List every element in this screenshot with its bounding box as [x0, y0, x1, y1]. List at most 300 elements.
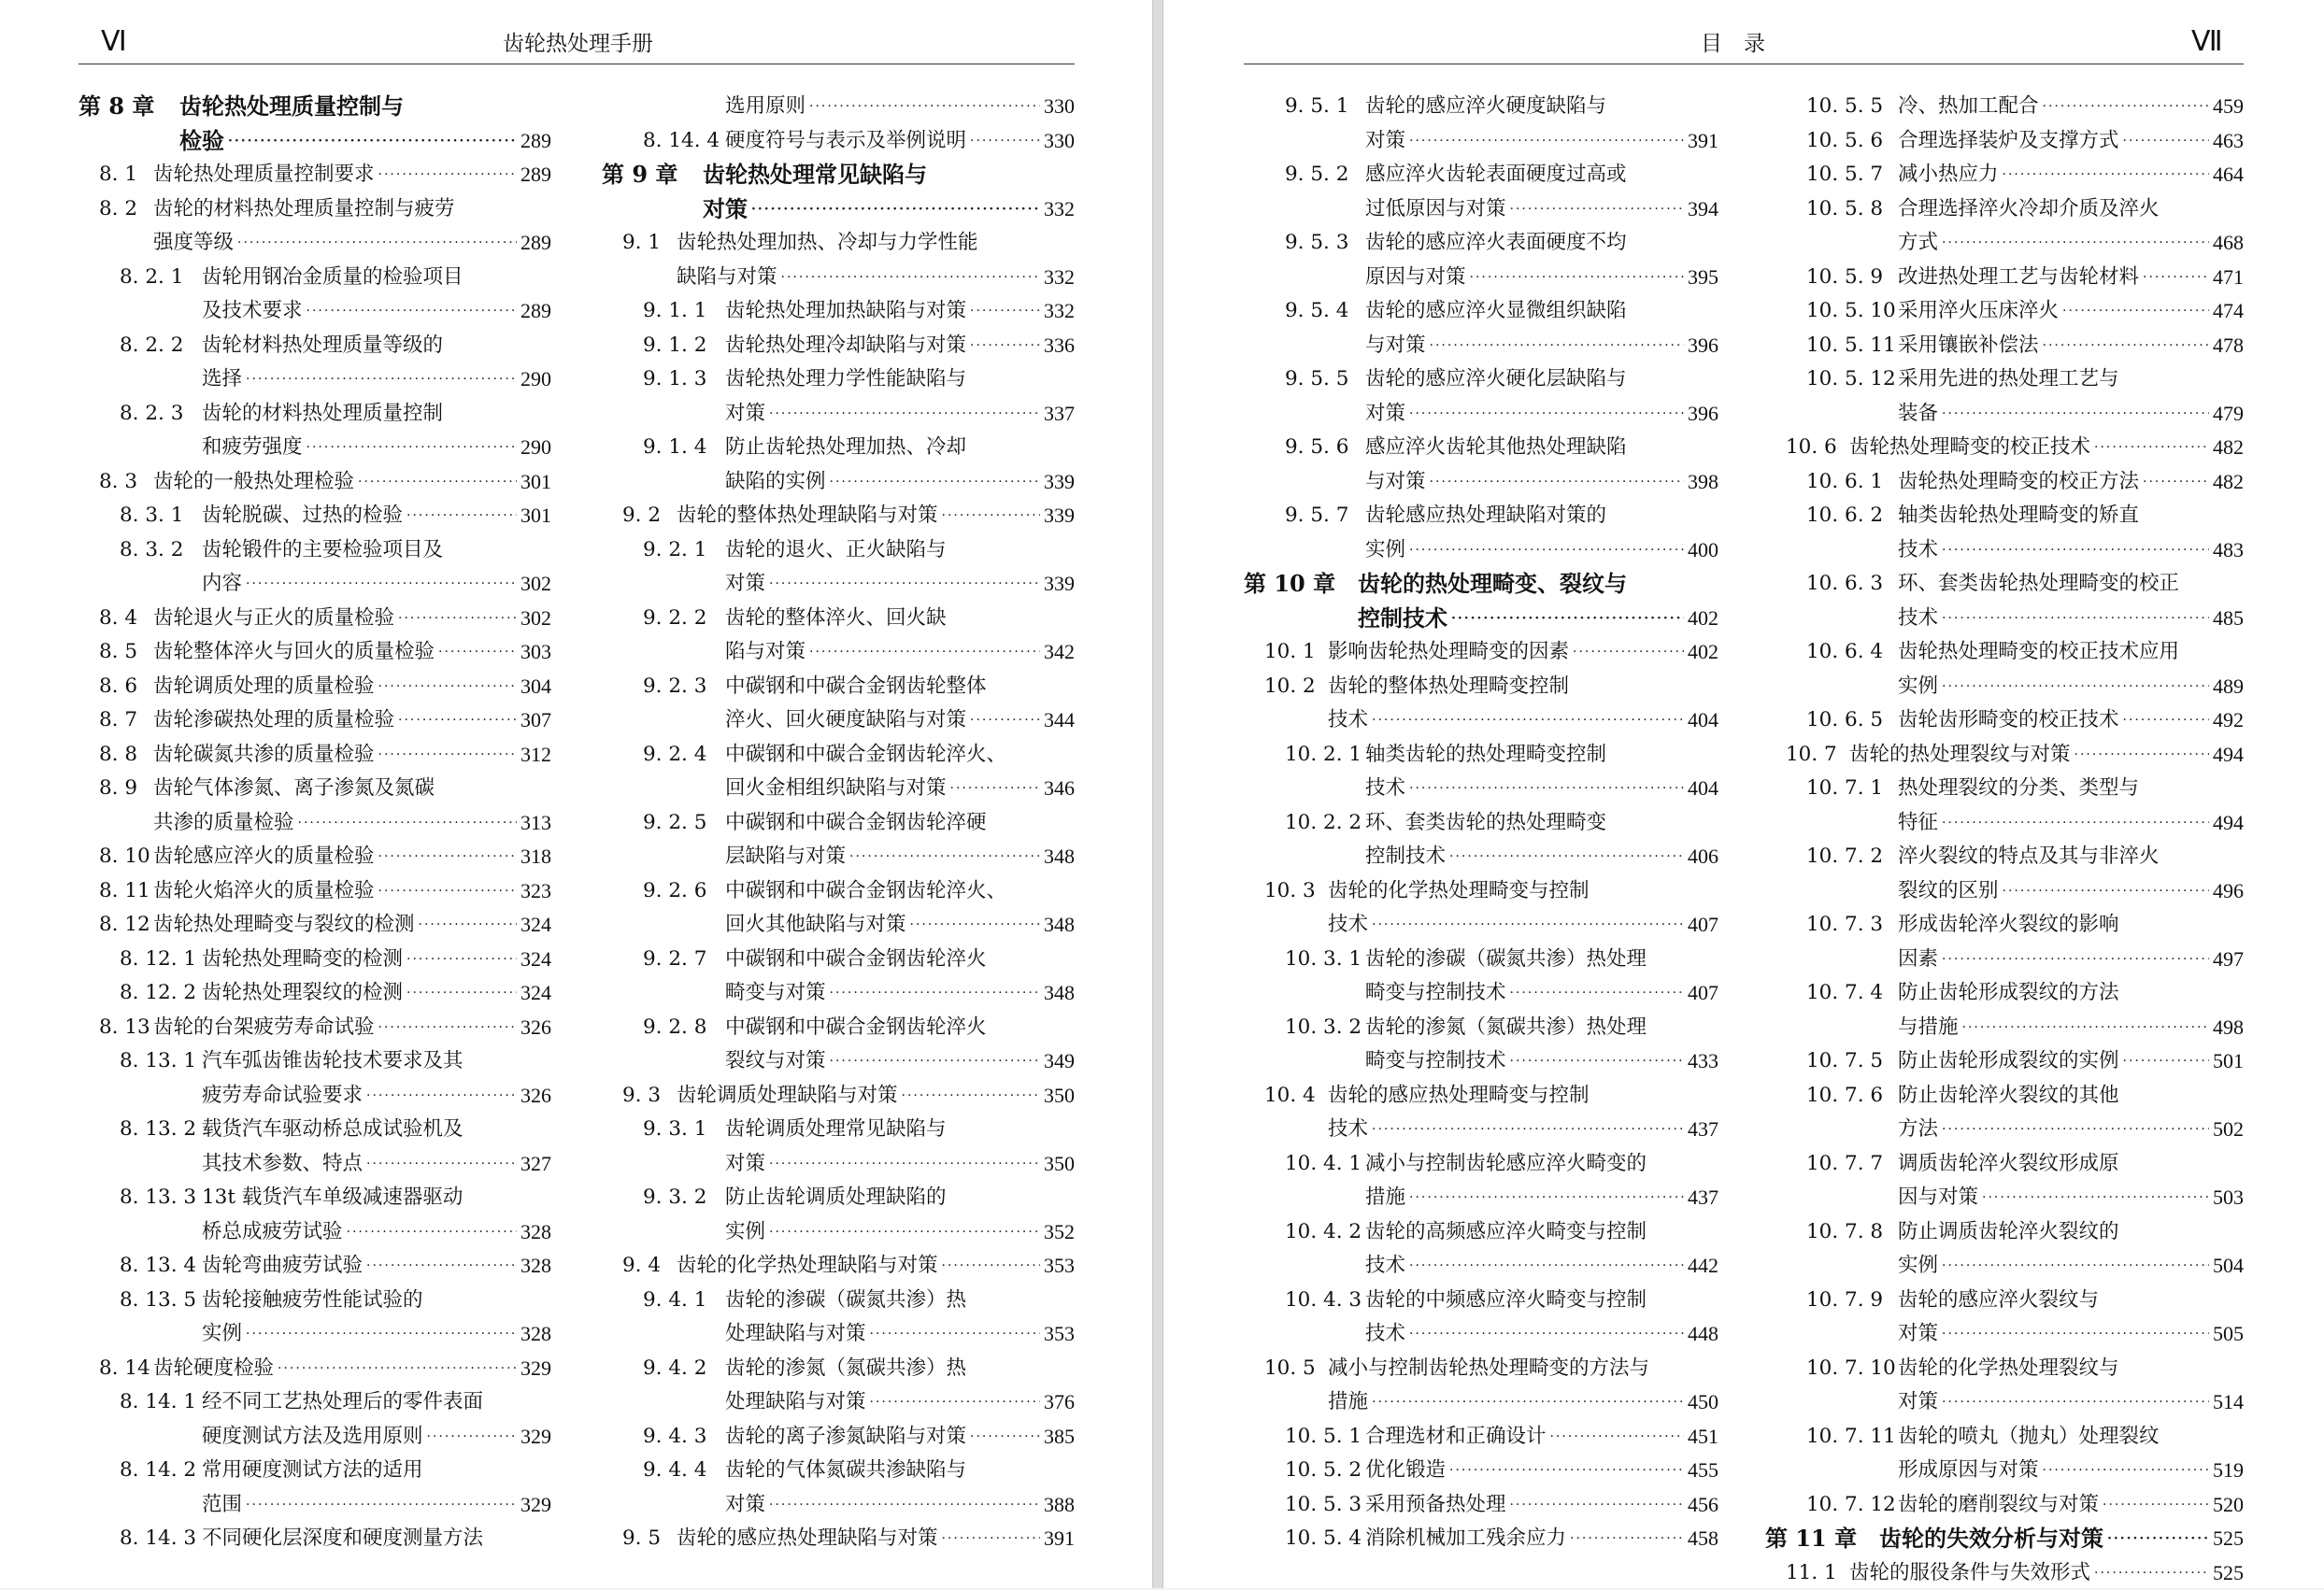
toc-entry	[602, 1420, 1075, 1455]
toc-entry	[1244, 874, 1718, 909]
toc-entry-number: 8. 2. 2	[120, 329, 202, 363]
toc-entry	[602, 90, 1075, 124]
toc-chapter-line	[1244, 602, 1718, 636]
toc-page-number: 496	[2213, 874, 2244, 909]
toc-entry-number: 10. 5. 5	[1806, 90, 1898, 124]
toc-leader-dots	[366, 1249, 517, 1284]
toc-page-number: 328	[520, 1317, 551, 1352]
toc-entry	[78, 294, 551, 329]
toc-leader-dots	[950, 772, 1040, 806]
toc-entry	[1244, 533, 1718, 568]
toc-entry	[78, 397, 551, 432]
toc-leader-dots	[1409, 533, 1684, 568]
toc-page-number: 313	[520, 806, 551, 841]
toc-page-number: 519	[2213, 1454, 2244, 1488]
toc-entry	[602, 976, 1075, 1011]
toc-entry-number: 9. 4	[622, 1249, 677, 1284]
toc-entry-title: 其技术参数、特点	[202, 1147, 363, 1182]
toc-leader-dots	[1942, 533, 2209, 568]
toc-entry-title: 齿轮的渗氮（氮碳共渗）热	[725, 1352, 966, 1386]
toc-entry	[78, 362, 551, 397]
toc-entry-number: 10. 3. 1	[1285, 943, 1365, 977]
toc-entry-title: 范围	[202, 1488, 242, 1523]
toc-entry-title: 回火金相组织缺陷与对策	[725, 772, 947, 806]
toc-entry-title: 对策	[725, 1147, 765, 1182]
toc-leader-dots	[769, 567, 1040, 602]
toc-entry-number: 9. 5. 1	[1285, 90, 1365, 124]
toc-page-number: 302	[520, 567, 551, 602]
toc-page-number: 394	[1688, 192, 1718, 227]
toc-leader-dots	[2103, 1488, 2209, 1523]
toc-entry-title: 齿轮的高频感应淬火畸变与控制	[1365, 1215, 1647, 1250]
toc-leader-dots	[1409, 1317, 1684, 1352]
toc-entry-title: 齿轮热处理加热缺陷与对策	[725, 294, 966, 329]
toc-entry-number: 8. 13	[99, 1011, 153, 1045]
toc-page-number: 391	[1044, 1522, 1075, 1556]
toc-leader-dots	[970, 1420, 1040, 1455]
toc-entry-number: 8. 13. 4	[120, 1249, 202, 1284]
toc-entry	[1244, 431, 1718, 465]
toc-entry	[1244, 158, 1718, 192]
toc-entry	[1765, 499, 2244, 533]
toc-page-number: 459	[2213, 90, 2244, 124]
toc-entry-title: 齿轮的整体淬火、回火缺	[725, 602, 947, 636]
toc-entry-number: 8. 8	[99, 738, 153, 773]
toc-leader-dots	[830, 1044, 1040, 1079]
toc-page-number: 396	[1688, 329, 1718, 363]
toc-entry-number: 9. 2. 8	[643, 1011, 725, 1045]
toc-entry-number: 第 10 章	[1244, 567, 1358, 602]
toc-entry-title: 齿轮热处理冷却缺陷与对策	[725, 329, 966, 363]
toc-leader-dots	[237, 226, 517, 261]
toc-entry-number: 10. 5. 8	[1806, 192, 1898, 227]
toc-leader-dots	[830, 465, 1040, 500]
toc-entry	[602, 1044, 1075, 1079]
toc-entry	[1244, 772, 1718, 806]
toc-page-number: 346	[1044, 772, 1075, 806]
toc-entry-title: 齿轮的渗氮（氮碳共渗）热处理	[1365, 1011, 1647, 1045]
toc-entry	[1244, 908, 1718, 943]
toc-entry-title: 畸变与控制技术	[1365, 976, 1506, 1011]
toc-entry-title: 防止齿轮淬火裂纹的其他	[1898, 1079, 2119, 1114]
toc-entry-number: 8. 3. 1	[120, 499, 202, 533]
toc-entry	[602, 294, 1075, 329]
toc-entry	[1765, 943, 2244, 977]
toc-entry-title: 共渗的质量检验	[153, 806, 294, 841]
toc-leader-dots	[366, 1147, 517, 1182]
toc-entry	[1244, 738, 1718, 773]
toc-entry-title: 合理选材和正确设计	[1365, 1420, 1547, 1455]
toc-page-number: 404	[1688, 703, 1718, 738]
toc-entry-title: 齿轮热处理力学性能缺陷与	[725, 362, 966, 397]
toc-entry	[1765, 1079, 2244, 1114]
toc-entry-number: 10. 7. 4	[1806, 976, 1898, 1011]
toc-leader-dots	[406, 976, 517, 1011]
toc-leader-dots	[1510, 976, 1684, 1011]
toc-entry	[1244, 1181, 1718, 1215]
toc-entry-title: 硬度符号与表示及举例说明	[725, 124, 966, 159]
toc-entry-number: 8. 14	[99, 1352, 153, 1386]
toc-leader-dots	[1372, 908, 1684, 943]
toc-entry	[78, 943, 551, 977]
toc-page-number: 376	[1044, 1385, 1075, 1420]
toc-entry-title: 防止调质齿轮淬火裂纹的	[1898, 1215, 2119, 1250]
toc-page-number: 342	[1044, 635, 1075, 670]
toc-entry-title: 改进热处理工艺与齿轮材料	[1898, 261, 2139, 295]
toc-entry	[602, 943, 1075, 977]
toc-page-number: 326	[520, 1011, 551, 1045]
toc-entry-title: 中碳钢和中碳合金钢齿轮淬火、	[725, 738, 1006, 773]
toc-leader-dots	[1409, 772, 1684, 806]
toc-leader-dots	[1372, 703, 1684, 738]
toc-entry-number: 10. 5	[1264, 1352, 1328, 1386]
toc-entry	[1765, 1147, 2244, 1182]
toc-entry-title: 齿轮的化学热处理裂纹与	[1898, 1352, 2119, 1386]
toc-entry	[78, 431, 551, 465]
toc-entry	[1244, 703, 1718, 738]
toc-leader-dots	[378, 840, 517, 874]
toc-entry-number: 10. 6. 5	[1806, 703, 1898, 738]
toc-entry	[1244, 226, 1718, 261]
toc-entry-number: 8. 12. 1	[120, 943, 202, 977]
toc-entry	[78, 1522, 551, 1556]
toc-entry	[1765, 1317, 2244, 1352]
toc-chapter-line	[1244, 567, 1718, 602]
toc-page-number: 525	[2213, 1556, 2244, 1590]
toc-entry-number: 8. 14. 4	[643, 124, 725, 159]
toc-leader-dots	[228, 124, 517, 159]
toc-page-number: 332	[1044, 294, 1075, 329]
toc-entry	[78, 1385, 551, 1420]
toc-page-number: 504	[2213, 1249, 2244, 1284]
toc-entry	[1244, 261, 1718, 295]
toc-entry-title: 中碳钢和中碳合金钢齿轮淬火	[725, 943, 987, 977]
toc-leader-dots	[2074, 738, 2209, 773]
toc-entry	[1765, 976, 2244, 1011]
toc-entry-title: 不同硬化层深度和硬度测量方法	[202, 1522, 483, 1556]
toc-entry-title: 经不同工艺热处理后的零件表面	[202, 1385, 483, 1420]
toc-entry-number: 第 8 章	[78, 90, 179, 124]
toc-entry-number: 11. 1	[1786, 1556, 1849, 1590]
toc-entry-number: 10. 1	[1264, 635, 1328, 670]
toc-entry-number: 10. 7. 12	[1806, 1488, 1898, 1523]
toc-entry-title: 齿轮的离子渗氮缺陷与对策	[725, 1420, 966, 1455]
toc-page-number: 349	[1044, 1044, 1075, 1079]
toc-entry	[1765, 1284, 2244, 1318]
toc-leader-dots	[246, 1317, 517, 1352]
toc-leader-dots	[278, 1352, 517, 1386]
toc-column-left-1	[78, 90, 551, 1556]
toc-page-number: 482	[2213, 465, 2244, 500]
toc-leader-dots	[769, 1215, 1040, 1250]
toc-entry-number: 9. 4. 2	[643, 1352, 725, 1386]
toc-entry	[78, 976, 551, 1011]
toc-entry-number: 9. 2. 4	[643, 738, 725, 773]
toc-entry	[1244, 840, 1718, 874]
toc-page-number: 289	[520, 124, 551, 159]
toc-leader-dots	[870, 1317, 1040, 1352]
toc-entry	[1765, 1249, 2244, 1284]
toc-entry-number: 10. 5. 11	[1806, 329, 1898, 363]
toc-entry-title: 防止齿轮形成裂纹的方法	[1898, 976, 2119, 1011]
toc-leader-dots	[1430, 329, 1684, 363]
toc-page-number: 483	[2213, 533, 2244, 568]
toc-entry-title: 齿轮弯曲疲劳试验	[202, 1249, 363, 1284]
toc-entry	[78, 874, 551, 909]
toc-entry-title: 齿轮的一般热处理检验	[153, 465, 354, 500]
toc-leader-dots	[1942, 1385, 2209, 1420]
toc-page-number: 398	[1688, 465, 1718, 500]
toc-page-number: 498	[2213, 1011, 2244, 1045]
toc-leader-dots	[942, 499, 1040, 533]
toc-entry	[1244, 1079, 1718, 1114]
toc-page-number: 332	[1044, 261, 1075, 295]
toc-leader-dots	[1430, 465, 1684, 500]
toc-leader-dots	[2003, 874, 2209, 909]
toc-entry-number: 8. 4	[99, 602, 153, 636]
toc-entry-title: 齿轮的服役条件与失效形式	[1849, 1556, 2090, 1590]
toc-page-number: 520	[2213, 1488, 2244, 1523]
toc-entry	[78, 261, 551, 295]
toc-entry	[602, 908, 1075, 943]
toc-chapter-line	[1765, 1522, 2244, 1556]
toc-entry-number: 8. 12	[99, 908, 153, 943]
right-page-number: Ⅶ	[2191, 22, 2223, 62]
toc-entry-title: 齿轮材料热处理质量等级的	[202, 329, 443, 363]
toc-entry-number: 10. 4	[1264, 1079, 1328, 1114]
toc-leader-dots	[809, 90, 1040, 124]
toc-entry-title: 采用镶嵌补偿法	[1898, 329, 2039, 363]
toc-page-number: 339	[1044, 465, 1075, 500]
toc-entry	[78, 1249, 551, 1284]
toc-entry-title: 齿轮的材料热处理质量控制	[202, 397, 443, 432]
toc-page-number: 505	[2213, 1317, 2244, 1352]
toc-leader-dots	[378, 158, 517, 192]
toc-entry-title: 技术	[1365, 1249, 1405, 1284]
toc-entry	[1244, 465, 1718, 500]
toc-entry	[78, 806, 551, 841]
toc-page-number: 407	[1688, 908, 1718, 943]
toc-page-number: 289	[520, 226, 551, 261]
toc-entry-title: 齿轮热处理畸变的校正方法	[1898, 465, 2139, 500]
toc-entry	[1765, 1215, 2244, 1250]
toc-page-number: 451	[1688, 1420, 1718, 1455]
toc-page-number: 344	[1044, 703, 1075, 738]
toc-entry	[1244, 1147, 1718, 1182]
toc-page-number: 502	[2213, 1113, 2244, 1147]
toc-entry	[78, 908, 551, 943]
toc-entry-number: 10. 3	[1264, 874, 1328, 909]
toc-entry	[1244, 1385, 1718, 1420]
toc-entry-number: 8. 9	[99, 772, 153, 806]
toc-leader-dots	[347, 1215, 517, 1250]
toc-entry-number: 9. 2. 5	[643, 806, 725, 841]
toc-entry	[1765, 1011, 2244, 1045]
toc-entry	[78, 738, 551, 773]
toc-page-number: 402	[1688, 602, 1718, 636]
toc-leader-dots	[246, 567, 517, 602]
toc-entry-title: 齿轮的感应热处理缺陷与对策	[677, 1522, 938, 1556]
toc-leader-dots	[1449, 840, 1684, 874]
toc-leader-dots	[1942, 226, 2209, 261]
toc-entry-title: 齿轮的整体热处理缺陷与对策	[677, 499, 938, 533]
toc-entry-title: 中碳钢和中碳合金钢齿轮淬硬	[725, 806, 987, 841]
toc-page-number: 307	[520, 703, 551, 738]
left-page-number: Ⅵ	[101, 22, 127, 62]
toc-page-number: 402	[1688, 635, 1718, 670]
toc-leader-dots	[1409, 397, 1684, 432]
toc-page-number: 437	[1688, 1181, 1718, 1215]
toc-page-number: 442	[1688, 1249, 1718, 1284]
toc-page-number: 337	[1044, 397, 1075, 432]
toc-page-number: 463	[2213, 124, 2244, 159]
toc-entry-title: 方式	[1898, 226, 1938, 261]
toc-entry-title: 齿轮热处理裂纹的检测	[202, 976, 403, 1011]
toc-page-number: 468	[2213, 226, 2244, 261]
toc-page-number: 303	[520, 635, 551, 670]
toc-entry-title: 实例	[1898, 1249, 1938, 1284]
toc-entry	[1765, 567, 2244, 602]
toc-entry-number: 8. 2. 1	[120, 261, 202, 295]
toc-entry	[602, 738, 1075, 773]
toc-entry-title: 控制技术	[1365, 840, 1446, 874]
toc-entry-title: 齿轮调质处理缺陷与对策	[677, 1079, 898, 1114]
toc-entry	[1765, 90, 2244, 124]
toc-entry	[1765, 533, 2244, 568]
toc-entry	[78, 1079, 551, 1114]
toc-entry-number: 10. 7. 7	[1806, 1147, 1898, 1182]
toc-entry-title: 齿轮的热处理裂纹与对策	[1849, 738, 2071, 773]
toc-leader-dots	[307, 431, 517, 465]
toc-entry-number: 10. 5. 7	[1806, 158, 1898, 192]
toc-leader-dots	[1573, 635, 1684, 670]
toc-entry-title: 影响齿轮热处理畸变的因素	[1328, 635, 1569, 670]
toc-entry-title: 齿轮的整体热处理畸变控制	[1328, 670, 1569, 704]
toc-entry	[1765, 1420, 2244, 1455]
toc-leader-dots	[2003, 158, 2209, 192]
toc-page-number: 348	[1044, 840, 1075, 874]
toc-entry-title: 因与对策	[1898, 1181, 1978, 1215]
toc-page-number: 492	[2213, 703, 2244, 738]
toc-entry	[1244, 1420, 1718, 1455]
toc-entry-title: 齿轮热处理畸变的校正技术应用	[1898, 635, 2179, 670]
toc-entry	[1765, 670, 2244, 704]
toc-page-number: 329	[520, 1420, 551, 1455]
toc-entry	[602, 1317, 1075, 1352]
toc-entry-title: 感应淬火齿轮表面硬度过高或	[1365, 158, 1627, 192]
toc-entry-number: 9. 5. 6	[1285, 431, 1365, 465]
toc-entry	[602, 1249, 1075, 1284]
toc-entry-title: 原因与对策	[1365, 261, 1466, 295]
toc-page-number: 289	[520, 294, 551, 329]
toc-leader-dots	[1550, 1420, 1684, 1455]
toc-entry-title: 齿轮的渗碳（碳氮共渗）热	[725, 1284, 966, 1318]
toc-page-number: 448	[1688, 1317, 1718, 1352]
toc-entry-title: 装备	[1898, 397, 1938, 432]
toc-entry-title: 齿轮锻件的主要检验项目及	[202, 533, 443, 568]
toc-page-number: 336	[1044, 329, 1075, 363]
toc-entry	[1765, 703, 2244, 738]
toc-entry-number: 9. 2	[622, 499, 677, 533]
toc-page-number: 482	[2213, 431, 2244, 465]
toc-page-number: 324	[520, 976, 551, 1011]
toc-leader-dots	[1942, 397, 2209, 432]
toc-entry	[1244, 1454, 1718, 1488]
toc-entry-number: 10. 6	[1786, 431, 1849, 465]
toc-page-number: 471	[2213, 261, 2244, 295]
toc-leader-dots	[942, 1249, 1040, 1284]
toc-entry-title: 技术	[1365, 1317, 1405, 1352]
toc-entry	[1765, 874, 2244, 909]
toc-entry	[602, 670, 1075, 704]
toc-entry-title: 选用原则	[725, 90, 806, 124]
toc-entry-title: 技术	[1365, 772, 1405, 806]
toc-entry	[78, 1011, 551, 1045]
toc-entry	[1765, 158, 2244, 192]
toc-entry	[602, 1147, 1075, 1182]
toc-entry	[78, 1181, 551, 1215]
toc-entry	[602, 1352, 1075, 1386]
toc-leader-dots	[769, 1488, 1040, 1523]
toc-entry	[602, 124, 1075, 159]
toc-entry-title: 疲劳寿命试验要求	[202, 1079, 363, 1114]
toc-entry	[1244, 1113, 1718, 1147]
toc-entry	[602, 431, 1075, 465]
toc-entry-title: 与措施	[1898, 1011, 1959, 1045]
toc-entry	[1765, 772, 2244, 806]
toc-entry	[602, 874, 1075, 909]
toc-leader-dots	[1942, 1317, 2209, 1352]
toc-entry	[602, 499, 1075, 533]
toc-entry-title: 消除机械加工残余应力	[1365, 1522, 1566, 1556]
toc-leader-dots	[2143, 261, 2209, 295]
toc-entry-title: 强度等级	[153, 226, 234, 261]
toc-entry-title: 合理选择淬火冷却介质及淬火	[1898, 192, 2160, 227]
toc-entry-title: 齿轮的化学热处理缺陷与对策	[677, 1249, 938, 1284]
toc-entry-number: 10. 2	[1264, 670, 1328, 704]
toc-entry-number: 9. 5. 2	[1285, 158, 1365, 192]
toc-page-number: 328	[520, 1215, 551, 1250]
toc-page-number: 329	[520, 1488, 551, 1523]
toc-entry-number: 9. 4. 3	[643, 1420, 725, 1455]
toc-entry-title: 裂纹与对策	[725, 1044, 826, 1079]
book-gutter	[1153, 0, 1162, 1588]
toc-entry-number: 10. 2. 2	[1285, 806, 1365, 841]
toc-entry	[1765, 840, 2244, 874]
toc-entry-title: 齿轮的化学热处理畸变与控制	[1328, 874, 1590, 909]
toc-entry-title: 齿轮热处理畸变与裂纹的检测	[153, 908, 415, 943]
toc-entry-number: 9. 1. 1	[643, 294, 725, 329]
toc-entry-title: 及技术要求	[202, 294, 303, 329]
toc-page-number: 323	[520, 874, 551, 909]
toc-entry-number: 10. 7. 6	[1806, 1079, 1898, 1114]
toc-entry-number: 9. 3	[622, 1079, 677, 1114]
toc-entry-title: 常用硬度测试方法的适用	[202, 1454, 423, 1488]
toc-entry-number: 第 11 章	[1765, 1522, 1879, 1556]
toc-leader-dots	[910, 908, 1040, 943]
toc-leader-dots	[781, 261, 1040, 295]
toc-page-number: 353	[1044, 1317, 1075, 1352]
toc-entry-number: 10. 5. 10	[1806, 294, 1898, 329]
toc-entry	[602, 602, 1075, 636]
toc-entry	[602, 533, 1075, 568]
toc-entry	[602, 635, 1075, 670]
toc-entry-title: 采用先进的热处理工艺与	[1898, 362, 2119, 397]
toc-entry-title: 环、套类齿轮热处理畸变的校正	[1898, 567, 2179, 602]
toc-page-number: 348	[1044, 908, 1075, 943]
toc-entry-number: 10. 5. 1	[1285, 1420, 1365, 1455]
toc-entry-title: 内容	[202, 567, 242, 602]
